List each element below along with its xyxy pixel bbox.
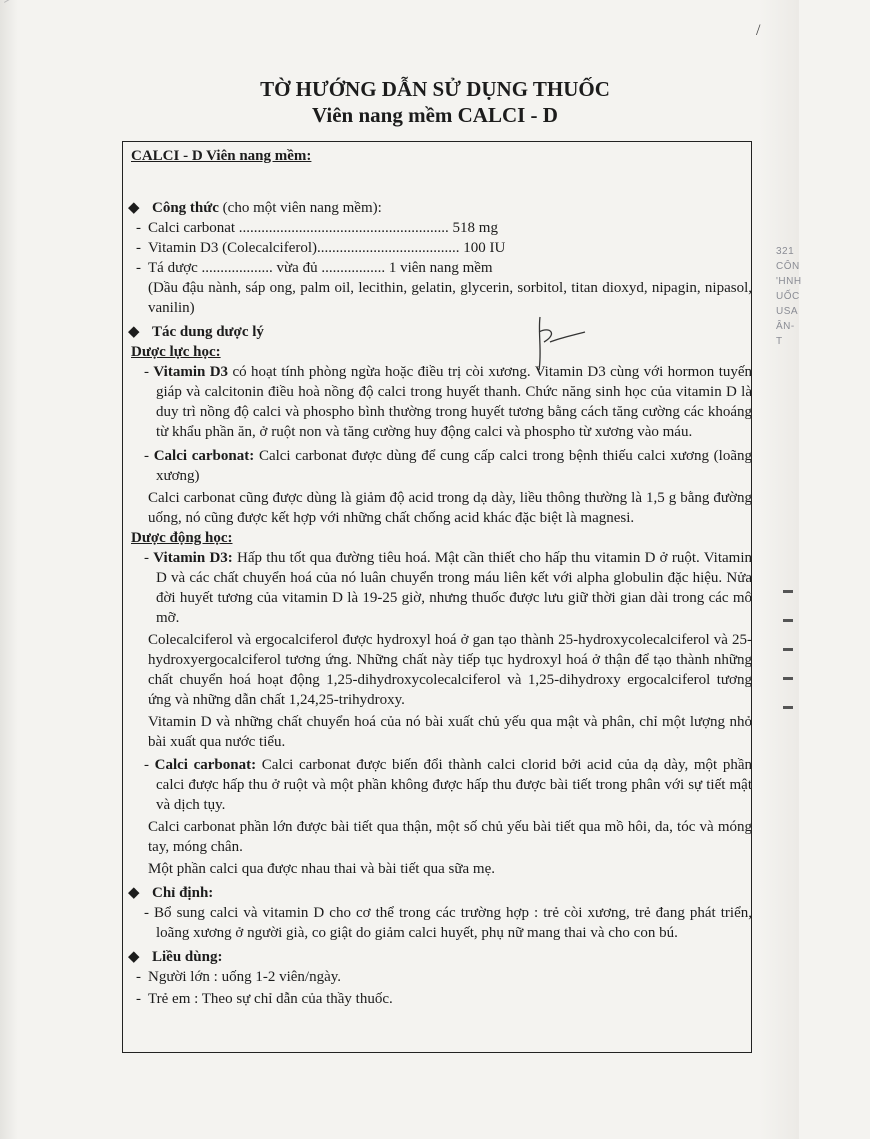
page-edge-right [759,0,802,1139]
pd-vitamin-d3: - Vitamin D3 có hoạt tính phòng ngừa hoặc điều trị còi xương. Vitamin D3 cùng với hormon tuyến giáp và calcitonin điều hoà nồng độ calci trong huyết thanh. Chức năng sinh học của vitamin D là duy trì nồng độ calci và phospho bình thường trong huyết tương bằng cách tăng cường các khoáng từ khẩu phần ăn, ở ruột non và tăng cường huy động calci và phospho từ xương vào máu. [144,364,753,440]
pk-calci-carbonat: - Calci carbonat: Calci carbonat được biến đổi thành calci clorid bởi acid của dạ dày, một phần calci được hấp thu ở ruột và một phần không được hấp thu được bài tiết trong phân với sự tiết mật và dịch tụy. [144,757,752,813]
pharmacology-heading: ◆ Tác dung dược lý [128,324,264,340]
stamp-line: UỐC [776,291,800,302]
diamond-bullet-icon: ◆ [128,324,140,340]
excipients-note: (Dầu đậu nành, sáp ong, palm oil, lecithin, gelatin, glycerin, sorbitol, titan dioxyd, nipagin, nipasol, vanilin) [148,280,752,316]
indications-heading: ◆ Chỉ định: [128,885,214,901]
stamp-line: USA [776,306,799,317]
pk-calci-carbonat-2: Calci carbonat phần lớn được bài tiết qua thận, một số chủ yếu bài tiết qua mồ hôi, da, tóc và móng tay, móng chân. [148,819,752,855]
stamp-line: 321 [776,246,795,257]
dosage-child: - Trẻ em : Theo sự chỉ dẫn của thầy thuốc. [136,991,393,1007]
pharmacodynamics-heading: Dược lực học: [131,344,221,360]
document-title: TỜ HƯỚNG DẪN SỬ DỤNG THUỐC [260,77,610,101]
formula-item: - Vitamin D3 (Colecalciferol)...................................... 100 IU [136,240,506,256]
document-body [128,146,752,1009]
pharmacokinetics-heading: Dược động học: [131,530,233,546]
pk-vitamin-d3: - Vitamin D3: Hấp thu tốt qua đường tiêu hoá. Mật cần thiết cho hấp thu vitamin D ở ruột. Vitamin D và các chất chuyển hoá của nó luân chuyển trong máu liên kết với alpha globulin đặc hiệu. Nửa đời huyết tương của vitamin D là 19-25 giờ, nhưng thuốc được lưu giữ thời gian dài trong các mô mỡ. [144,550,752,626]
pk-calci-carbonat-3: Một phần calci qua được nhau thai và bài tiết qua sữa mẹ. [148,861,495,877]
dosage-heading: ◆ Liều dùng: [128,949,223,965]
diamond-bullet-icon: ◆ [128,949,140,965]
dosage-adult: - Người lớn : uống 1-2 viên/ngày. [136,969,342,985]
stamp-line: CÔN [776,261,800,272]
formula-item: - Calci carbonat ........................................................ 518 mg [136,220,498,236]
diamond-bullet-icon: ◆ [128,200,140,216]
pk-vitamin-d3-2: Colecalciferol và ergocalciferol được hydroxyl hoá ở gan tạo thành 25-hydroxycolecalciferol và 25-hydroxyergocalciferol tương ứng. Những chất này tiếp tục hydroxyl hoá ở thận để tạo thành những chất chuyển hoá hoạt động 1,25-dihydroxycolecalciferol và 1,25-dihydroxy ergocalciferol tương ứng và những dẫn chất 1,24,25-trihydroxy. [148,632,752,708]
formula-heading: ◆ Công thức (cho một viên nang mềm): [128,200,382,216]
corner-slash-mark: / [756,22,761,39]
stamp-line: 'HNH [776,276,802,287]
pk-vitamin-d3-3: Vitamin D và những chất chuyển hoá của nó bài xuất chủ yếu qua mật và phân, chỉ một lượng nhỏ bài xuất qua nước tiểu. [148,714,752,750]
bleed-through-marks [783,590,797,750]
pd-calci-carbonat-2: Calci carbonat cũng được dùng là giảm độ acid trong dạ dày, liều thông thường là 1,5 g bằng đường uống, nó cũng được kết hợp với những chất chống acid khác đặc biệt là magnesi. [148,490,752,526]
box-heading: CALCI - D Viên nang mềm: [131,148,312,164]
pd-calci-carbonat: - Calci carbonat: Calci carbonat được dùng để cung cấp calci trong bệnh thiếu calci xương (loãng xương) [144,448,753,484]
diamond-bullet-icon: ◆ [128,885,140,901]
stamp-line: ÂN-T [776,321,795,347]
side-stamp [776,244,802,349]
indications-text: - Bổ sung calci và vitamin D cho cơ thể trong các trường hợp : trẻ còi xương, trẻ đang phát triển, loãng xương ở người già, co giật do giảm calci huyết, phụ nữ mang thai và cho con bú. [144,905,752,941]
page-edge-left [0,0,18,1139]
formula-item: - Tá dược ................... vừa đủ ................. 1 viên nang mềm [136,260,493,276]
document-subtitle: Viên nang mềm CALCI - D [312,103,558,127]
